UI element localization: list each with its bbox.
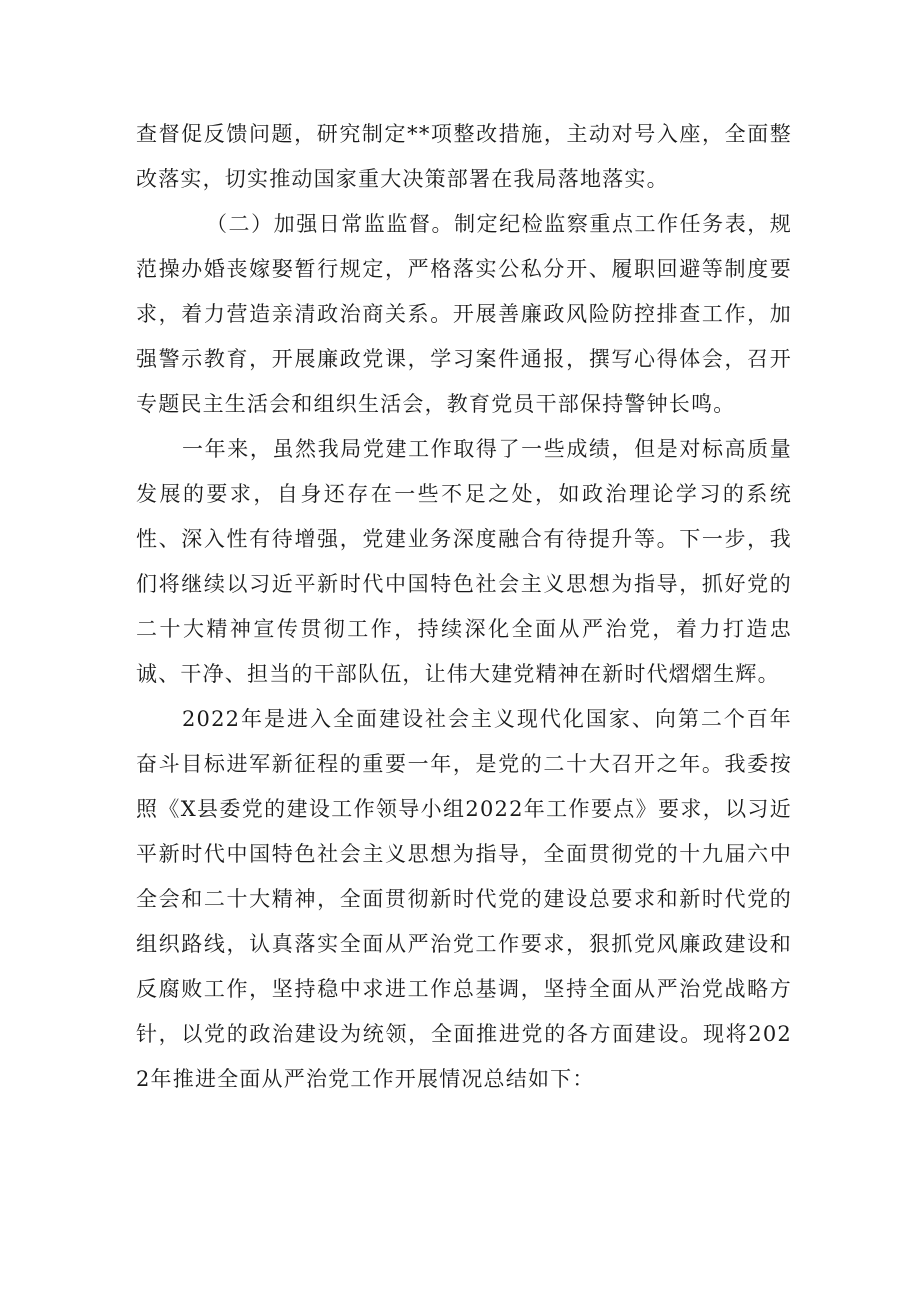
paragraph-year-review: 一年来，虽然我局党建工作取得了一些成绩，但是对标高质量发展的要求，自身还存在一些不足之处，如政治理论学习的系统性、深入性有待增强，党建业务深度融合有待提升等。下一步，我们将继续以习近平新时代中国特色社会主义思想为指导，抓好党的二十大精神宣传贯彻工作，持续深化全面从严治党，着力打造忠诚、干净、担当的干部队伍，让伟大建党精神在新时代熠熠生辉。 xyxy=(136,437,792,686)
document-body xyxy=(136,112,792,1102)
paragraph-2022-summary: 2022年是进入全面建设社会主义现代化国家、向第二个百年奋斗目标进军新征程的重要一年，是党的二十大召开之年。我委按照《X县委党的建设工作领导小组2022年工作要点》要求，以习近平新时代中国特色社会主义思想为指导，全面贯彻党的十九届六中全会和二十大精神，全面贯彻新时代党的建设总要求和新时代党的组织路线，认真落实全面从严治党工作要求，狠抓党风廉政建设和反腐败工作，坚持稳中求进工作总基调，坚持全面从严治党战略方针，以党的政治建设为统领，全面推进党的各方面建设。现将2022年推进全面从严治党工作开展情况总结如下： xyxy=(136,707,792,1091)
paragraph-daily-supervision: （二）加强日常监监督。制定纪检监察重点工作任务表，规范操办婚丧嫁娶暂行规定，严格落实公私分开、履职回避等制度要求，着力营造亲清政治商关系。开展善廉政风险防控排查工作，加强警示教育，开展廉政党课，学习案件通报，撰写心得体会，召开专题民主生活会和组织生活会，教育党员干部保持警钟长鸣。 xyxy=(136,212,792,416)
paragraph-continuation: 查督促反馈问题，研究制定**项整改措施，主动对号入座，全面整改落实，切实推动国家重大决策部署在我局落地落实。 xyxy=(136,122,792,191)
